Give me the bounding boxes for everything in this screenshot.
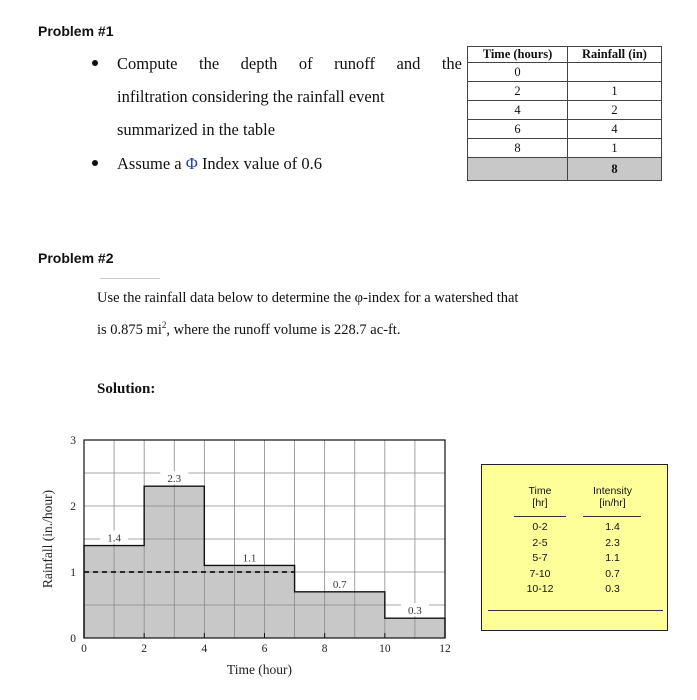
y-tick-label: 1: [70, 567, 76, 579]
x-tick-label: 4: [201, 643, 208, 655]
bar-label: 1.4: [107, 532, 121, 545]
x-tick-label: 6: [261, 643, 268, 655]
table-cell: [568, 63, 662, 82]
bullet2-prefix: Assume a: [117, 154, 182, 173]
table-cell: 2: [568, 101, 662, 120]
list-item: 2-5: [532, 536, 548, 549]
list-item: 0-2: [532, 521, 548, 533]
list-item: 5-7: [532, 552, 548, 564]
intensity-time-column: [510, 520, 570, 598]
header-line: [in/hr]: [599, 497, 626, 509]
table-row: [468, 120, 662, 139]
chart-bar: [204, 565, 294, 638]
bullet2-suffix: Index value of 0.6: [201, 154, 322, 173]
intensity-header-intensity: [580, 485, 645, 509]
x-tick-label: 8: [321, 643, 328, 655]
header-line: Intensity: [592, 485, 633, 497]
divider: [583, 516, 641, 517]
y-tick-label: 2: [70, 501, 76, 513]
header-line: Time: [528, 485, 552, 497]
table-cell: 1: [568, 82, 662, 101]
problem2-line2-sup: 2: [161, 320, 167, 330]
rainfall-table-header-rainfall: Rainfall (in): [568, 47, 662, 63]
bar-label: 2.3: [167, 473, 182, 486]
table-row: [468, 63, 662, 82]
list-item: 10-12: [526, 583, 554, 595]
table-cell: 0: [468, 63, 568, 82]
bar-label: 0.7: [332, 578, 347, 591]
problem2-line2-a: is 0.875 mi: [97, 321, 162, 338]
list-item: 7-10: [529, 567, 551, 580]
x-tick-label: 10: [379, 643, 391, 655]
list-item: 0.3: [605, 583, 620, 595]
rainfall-hyetograph-chart: [0, 425, 470, 680]
divider: [514, 516, 566, 517]
problem1-bullet2: [117, 147, 322, 180]
problem2-line1: Use the rainfall data below to determine the φ-index for a watershed that: [97, 290, 519, 306]
problem2-heading: Problem #2: [38, 250, 114, 266]
phi-symbol: Φ: [185, 154, 198, 173]
x-tick-label: 0: [81, 643, 87, 655]
header-line: [hr]: [532, 497, 548, 509]
table-total-row: [468, 158, 662, 181]
table-cell: 8: [468, 139, 568, 158]
bullet1-line2: infiltration considering the rainfall event: [117, 87, 385, 106]
problem1-heading: Problem #1: [38, 23, 114, 39]
list-item: 2.3: [605, 536, 620, 549]
table-cell: 6: [468, 120, 568, 139]
divider: [100, 278, 160, 279]
x-tick-label: 2: [141, 643, 148, 655]
table-cell: 2: [468, 82, 568, 101]
y-tick-label: 0: [70, 633, 76, 645]
intensity-value-column: [580, 520, 645, 598]
problem2-line2: [97, 320, 400, 339]
table-cell: [468, 158, 568, 181]
table-cell: 1: [568, 139, 662, 158]
bullet1-line3: summarized in the table: [117, 120, 276, 139]
list-item: 1.1: [605, 552, 620, 564]
rainfall-table: [467, 46, 662, 181]
problem1-bullet1: [117, 47, 462, 146]
table-row: [468, 139, 662, 158]
bullet-dot: [92, 60, 98, 66]
table-row: [468, 101, 662, 120]
bar-label: 0.3: [408, 605, 422, 618]
bullet1-line1: Compute the depth of runoff and the: [117, 54, 462, 73]
y-axis-label: Rainfall (in./hour): [40, 489, 55, 589]
rainfall-table-header-time: Time (hours): [468, 47, 568, 63]
bullet-dot: [92, 160, 98, 166]
bar-label: 1.1: [242, 552, 257, 565]
x-axis-label: Time (hour): [226, 662, 293, 677]
divider: [488, 610, 663, 611]
x-tick-label: 12: [439, 643, 451, 655]
chart-bar: [295, 592, 385, 638]
intensity-table: [481, 464, 668, 631]
intensity-header-time: [510, 485, 570, 509]
list-item: 1.4: [605, 521, 620, 533]
list-item: 0.7: [605, 567, 620, 580]
solution-label: Solution:: [97, 381, 156, 397]
table-row: [468, 82, 662, 101]
problem2-line2-b: , where the runoff volume is 228.7 ac-ft.: [166, 321, 401, 338]
table-cell: 4: [468, 101, 568, 120]
y-tick-label: 3: [70, 435, 76, 447]
table-total-value: 8: [568, 158, 662, 181]
table-cell: 4: [568, 120, 662, 139]
